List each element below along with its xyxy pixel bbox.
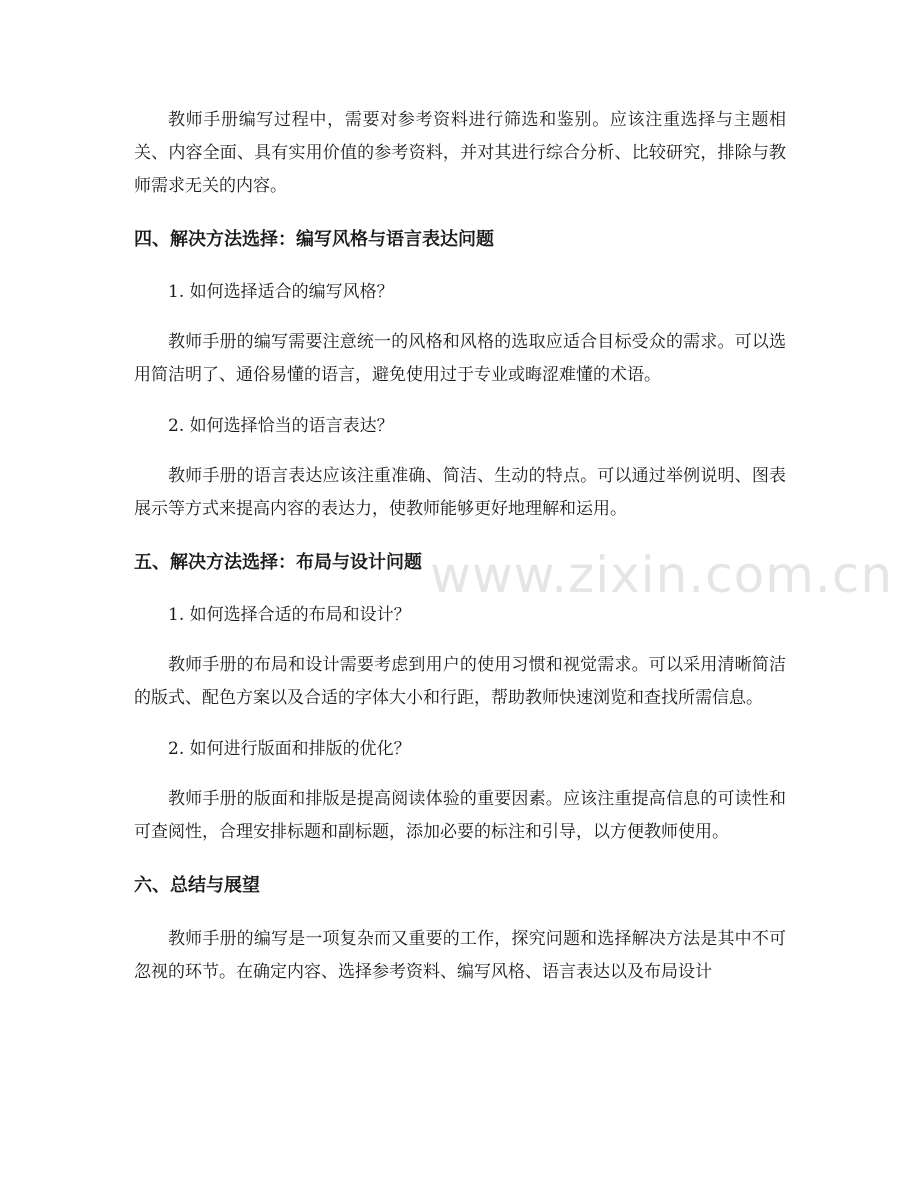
section-heading-summary: 六、总结与展望 — [134, 875, 260, 896]
document-page — [134, 104, 786, 989]
section-heading-style-language: 四、解决方法选择：编写风格与语言表达问题 — [134, 229, 494, 250]
paragraph-summary: 教师手册的编写是一项复杂而又重要的工作，探究问题和选择解决方法是其中不可忽视的环节。在确定内容、选择参考资料、编写风格、语言表达以及布局设计 — [134, 929, 786, 982]
paragraph-language-expression: 教师手册的语言表达应该注重准确、简洁、生动的特点。可以通过举例说明、图表展示等方式来提高内容的表达力，使教师能够更好地理解和运用。 — [134, 466, 786, 519]
watermark-text: www.zixin.com.cn — [430, 546, 894, 604]
question-writing-style: 1. 如何选择适合的编写风格？ — [168, 282, 394, 302]
question-layout-design: 1. 如何选择合适的布局和设计？ — [168, 605, 411, 625]
paragraph-writing-style: 教师手册的编写需要注意统一的风格和风格的选取应适合目标受众的需求。可以选用简洁明了、通俗易懂的语言，避免使用过于专业或晦涩难懂的术语。 — [134, 332, 786, 385]
question-language-expression: 2. 如何选择恰当的语言表达？ — [168, 416, 394, 436]
section-heading-layout-design: 五、解决方法选择：布局与设计问题 — [134, 552, 422, 573]
paragraph-reference-screening: 教师手册编写过程中，需要对参考资料进行筛选和鉴别。应该注重选择与主题相关、内容全面、具有实用价值的参考资料，并对其进行综合分析、比较研究，排除与教师需求无关的内容。 — [134, 110, 786, 196]
question-typesetting-optimization: 2. 如何进行版面和排版的优化？ — [168, 739, 411, 759]
paragraph-typesetting-optimization: 教师手册的版面和排版是提高阅读体验的重要因素。应该注重提高信息的可读性和可查阅性，合理安排标题和副标题，添加必要的标注和引导，以方便教师使用。 — [134, 789, 786, 842]
paragraph-layout-design: 教师手册的布局和设计需要考虑到用户的使用习惯和视觉需求。可以采用清晰简洁的版式、配色方案以及合适的字体大小和行距，帮助教师快速浏览和查找所需信息。 — [134, 655, 786, 708]
